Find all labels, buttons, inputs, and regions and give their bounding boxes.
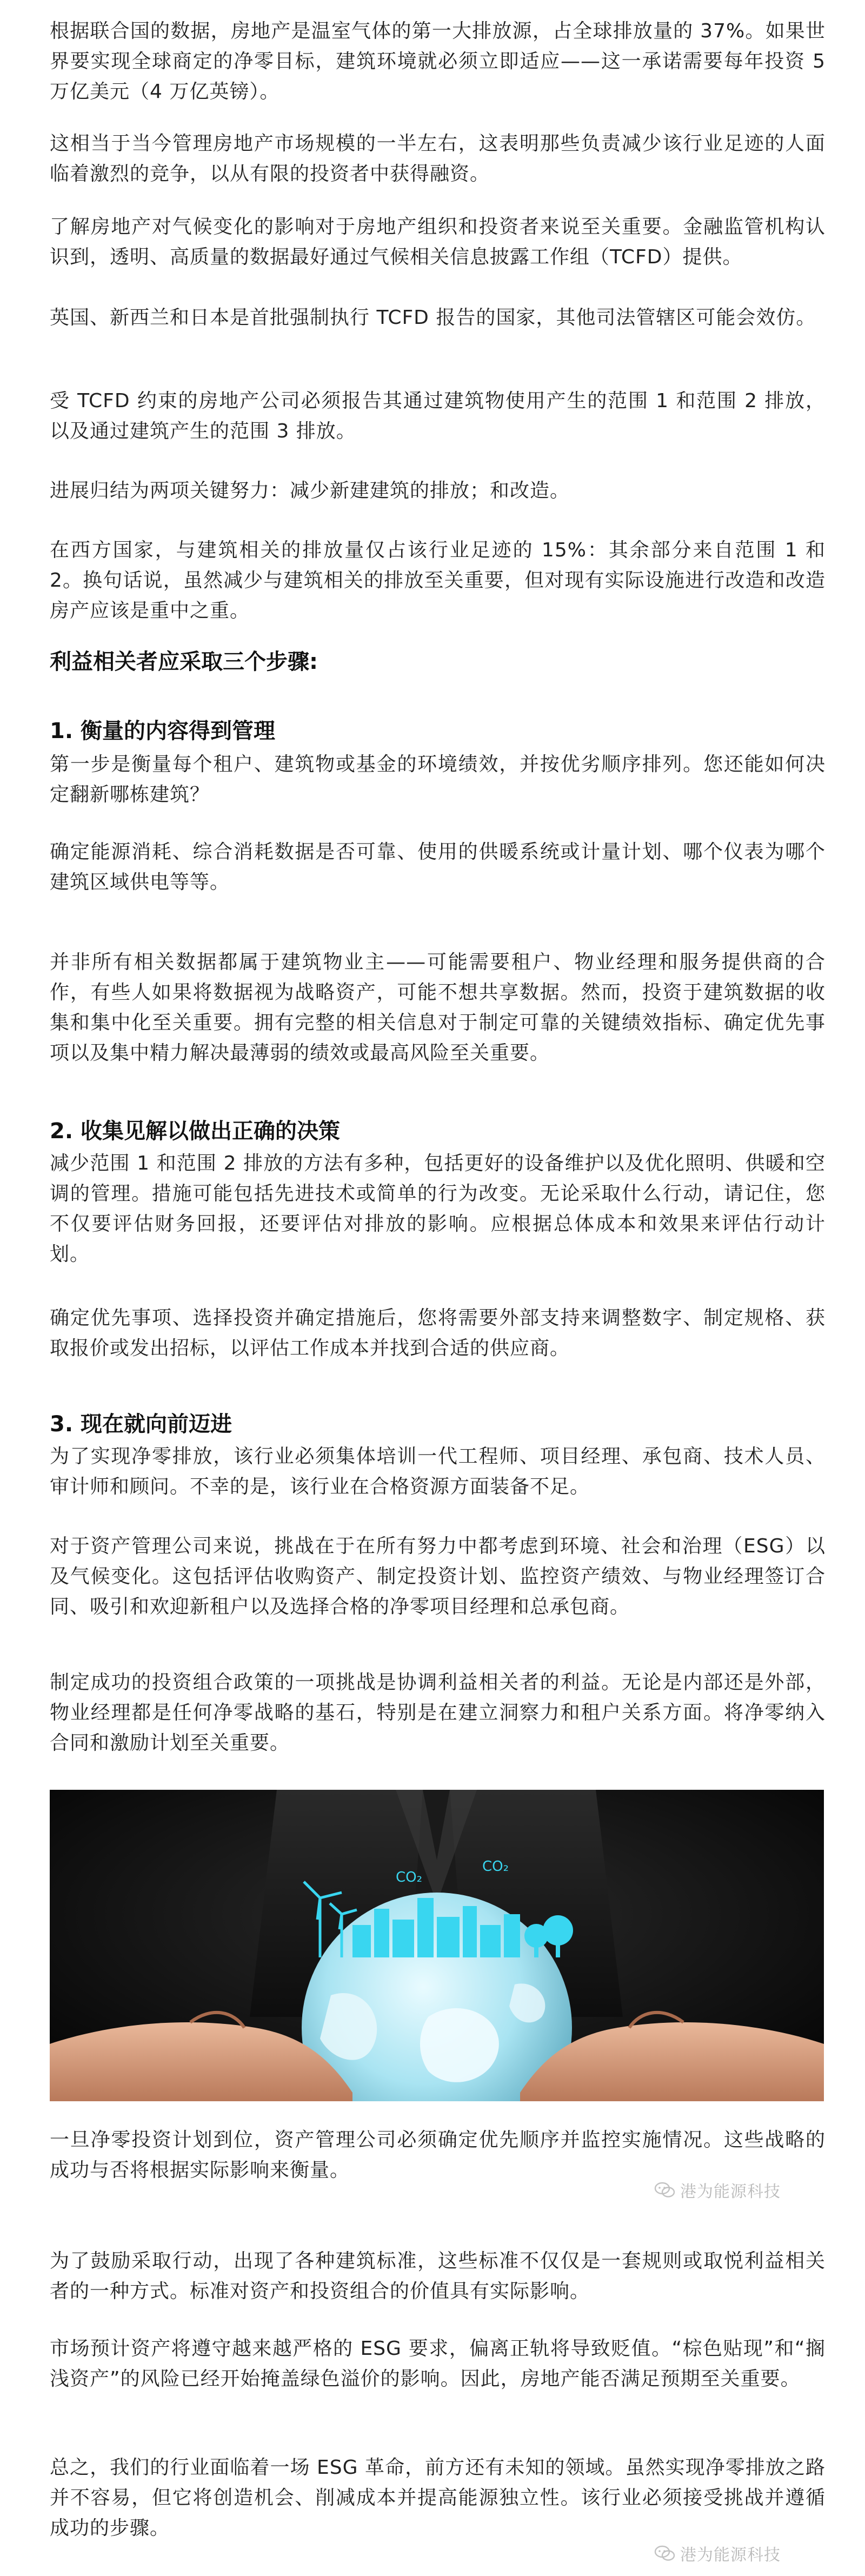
watermark-text: 港为能源科技 — [680, 2546, 781, 2565]
paragraph-market-size: 这相当于当今管理房地产市场规模的一半左右，这表明那些负责减少该行业足迹的人面临着激烈的竞争，以从有限的投资者中获得融资。 — [50, 132, 826, 185]
paragraph-esg-requirements: 市场预计资产将遵守越来越严格的 ESG 要求，偏离正轨将导致贬值。“棕色贴现”和“搁浅资产”的风险已经开始掩盖绿色溢价的影响。因此，房地产能否满足预期至关重要。 — [50, 2338, 826, 2390]
globe-illustration — [50, 1790, 824, 2101]
paragraph-building-standards: 为了鼓励采取行动，出现了各种建筑标准，这些标准不仅仅是一套规则或取悦利益相关者的一种方式。标准对资产和投资组合的价值具有实际影响。 — [50, 2250, 826, 2302]
co2-label: CO₂ — [396, 1869, 423, 1885]
paragraph-step3-training: 为了实现净零排放，该行业必须集体培训一代工程师、项目经理、承包商、技术人员、审计师和顾问。不幸的是，该行业在合格资源方面装备不足。 — [50, 1445, 826, 1498]
paragraph-conclusion: 总之，我们的行业面临着一场 ESG 革命，前方还有未知的领域。虽然实现净零排放之路并不容易，但它将创造机会、削减成本并提高能源独立性。该行业必须接受挑战并遵循成功的步骤。 — [50, 2457, 826, 2539]
wechat-icon — [654, 2545, 676, 2561]
step1-heading: 1. 衡量的内容得到管理 — [50, 719, 275, 743]
paragraph-step1-energy: 确定能源消耗、综合消耗数据是否可靠、使用的供暖系统或计量计划、哪个仪表为哪个建筑区域供电等等。 — [50, 841, 826, 893]
step2-heading: 2. 收集见解以做出正确的决策 — [50, 1119, 340, 1144]
paragraph-monitor-implementation: 一旦净零投资计划到位，资产管理公司必须确定优先顺序并监控实施情况。这些战略的成功与否将根据实际影响来衡量。 — [50, 2129, 826, 2181]
watermark — [654, 2178, 781, 2202]
paragraph-two-efforts: 进展归结为两项关键努力：减少新建建筑的排放；和改造。 — [50, 480, 570, 502]
paragraph-scope-reporting: 受 TCFD 约束的房地产公司必须报告其通过建筑物使用产生的范围 1 和范围 2 排放，以及通过建筑产生的范围 3 排放。 — [50, 390, 826, 442]
paragraph-tcfd-countries: 英国、新西兰和日本是首批强制执行 TCFD 报告的国家，其他司法管辖区可能会效仿。 — [50, 307, 816, 329]
section-heading: 利益相关者应采取三个步骤: — [50, 649, 318, 674]
co2-label: CO₂ — [482, 1858, 509, 1875]
paragraph-step2-priorities: 确定优先事项、选择投资并确定措施后，您将需要外部支持来调整数字、制定规格、获取报价或发出招标，以评估工作成本并找到合适的供应商。 — [50, 1307, 826, 1359]
paragraph-step1-data-owners: 并非所有相关数据都属于建筑物业主——可能需要租户、物业经理和服务提供商的合作，有些人如果将数据视为战略资产，可能不想共享数据。然而，投资于建筑数据的收集和集中化至关重要。拥有完整的相关信息对于制定可靠的关键绩效指标、确定优先事项以及集中精力解决最薄弱的绩效或最高风险至关重要。 — [50, 951, 826, 1064]
paragraph-step3-stakeholders: 制定成功的投资组合政策的一项挑战是协调利益相关者的利益。无论是内部还是外部，物业经理都是任何净零战略的基石，特别是在建立洞察力和租户关系方面。将净零纳入合同和激励计划至关重要。 — [50, 1671, 826, 1754]
step3-heading: 3. 现在就向前迈进 — [50, 1412, 232, 1437]
watermark-text: 港为能源科技 — [680, 2182, 781, 2201]
paragraph-step2-methods: 减少范围 1 和范围 2 排放的方法有多种，包括更好的设备维护以及优化照明、供暖和空调的管理。措施可能包括先进技术或简单的行为改变。无论采取什么行动，请记住，您不仅要评估财务回报，还要评估对排放的影响。应根据总体成本和效果来评估行动计划。 — [50, 1152, 826, 1265]
paragraph-intro-emissions: 根据联合国的数据，房地产是温室气体的第一大排放源，占全球排放量的 37%。如果世界要实现全球商定的净零目标，建筑环境就必须立即适应——这一承诺需要每年投资 5 万亿美元（4 万亿英镑）。 — [50, 20, 826, 103]
paragraph-western-emissions: 在西方国家，与建筑相关的排放量仅占该行业足迹的 15%：其余部分来自范围 1 和 2。换句话说，虽然减少与建筑相关的排放至关重要，但对现有实际设施进行改造和改造房产应该是重中之重。 — [50, 539, 826, 622]
paragraph-step1-measure: 第一步是衡量每个租户、建筑物或基金的环境绩效，并按优劣顺序排列。您还能如何决定翻新哪栋建筑？ — [50, 753, 826, 806]
hands-holding-globe-image — [50, 1790, 824, 2101]
paragraph-tcfd-data: 了解房地产对气候变化的影响对于房地产组织和投资者来说至关重要。金融监管机构认识到，透明、高质量的数据最好通过气候相关信息披露工作组（TCFD）提供。 — [50, 216, 826, 268]
paragraph-step3-esg: 对于资产管理公司来说，挑战在于在所有努力中都考虑到环境、社会和治理（ESG）以及气候变化。这包括评估收购资产、制定投资计划、监控资产绩效、与物业经理签订合同、吸引和欢迎新租户以及选择合格的净零项目经理和总承包商。 — [50, 1535, 826, 1618]
wechat-icon — [654, 2182, 676, 2198]
watermark — [654, 2541, 781, 2565]
